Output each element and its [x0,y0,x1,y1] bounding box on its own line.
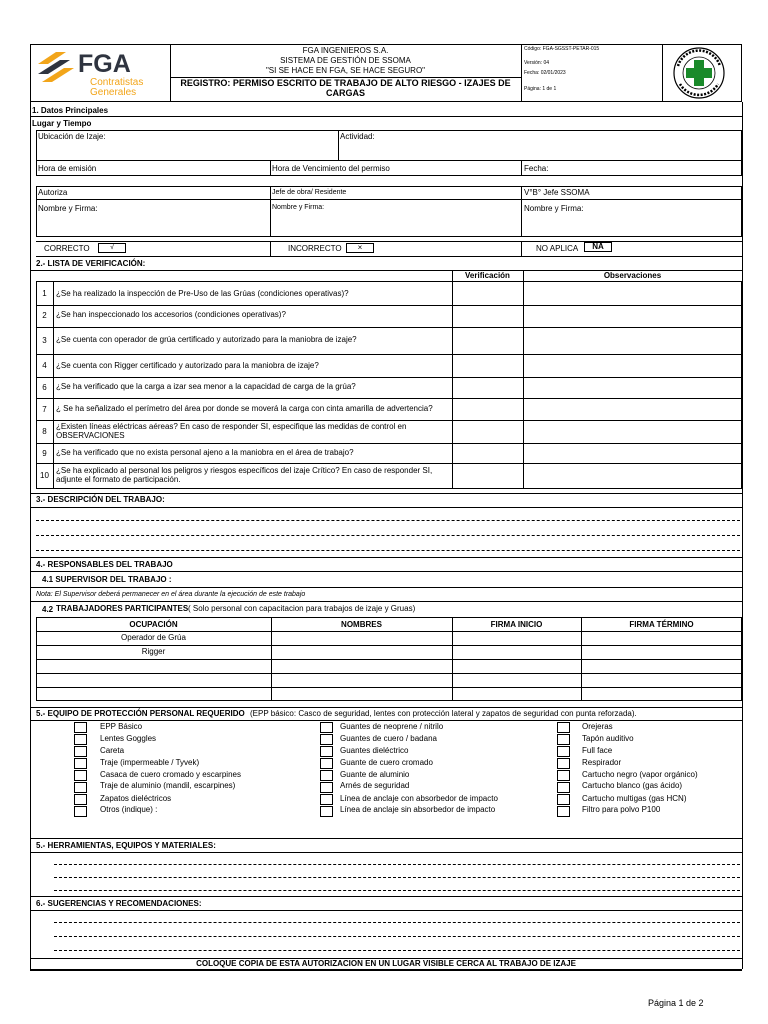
nombre-firma-3[interactable]: Nombre y Firma: [524,204,584,213]
section-3-title: 3.- DESCRIPCIÓN DEL TRABAJO: [36,495,165,504]
company-name: FGA INGENIEROS S.A. [302,46,389,55]
sugerencias-line[interactable] [54,950,740,951]
check-mark-icon: √ [110,244,114,251]
epp-checkbox[interactable] [74,734,87,745]
vb-ssoma-label: V°B° Jefe SSOMA [524,188,590,197]
footer-note: COLOQUE COPIA DE ESTA AUTORIZACION EN UN LUGAR VISIBLE CERCA AL TRABAJO DE IZAJE [196,959,576,968]
legend-no-aplica: NO APLICA [536,244,579,253]
herramientas-line[interactable] [54,864,740,865]
nombre-firma-2[interactable]: Nombre y Firma: [272,204,325,211]
actividad-field[interactable]: Actividad: [340,132,375,141]
ssoma-seal [666,46,732,100]
lugar-tiempo-label: Lugar y Tiempo [32,119,92,128]
descripcion-line[interactable] [36,535,740,536]
epp-checkbox[interactable] [320,722,333,733]
epp-checkbox[interactable] [320,770,333,781]
fecha-field[interactable]: Fecha: [524,164,549,173]
epp-checkbox[interactable] [320,758,333,769]
page-number: Página 1 de 2 [648,998,704,1008]
slogan: "SI SE HACE EN FGA, SE HACE SEGURO" [265,66,426,75]
nombre-firma-1[interactable]: Nombre y Firma: [38,204,98,213]
epp-checkbox[interactable] [557,758,570,769]
form-title: REGISTRO: PERMISO ESCRITO DE TRABAJO DE ALTO RIESGO - IZAJES DE CARGAS [180,78,511,98]
epp-checkbox[interactable] [557,806,570,817]
sugerencias-title: 6.- SUGERENCIAS Y RECOMENDACIONES: [36,899,202,908]
logo-sub1: Contratistas [90,77,144,88]
section-1-title: 1. Datos Principales [32,106,109,115]
legend-incorrecto: INCORRECTO [288,244,342,253]
col-firma-termino: FIRMA TÉRMINO [629,620,694,629]
epp-checkbox[interactable] [74,770,87,781]
col-observaciones: Observaciones [603,271,662,280]
system-name: SISTEMA DE GESTIÓN DE SSOMA [280,56,411,65]
autoriza-frame [36,186,742,237]
sugerencias-line[interactable] [54,936,740,937]
safety-cross-seal-icon [666,46,732,100]
epp-checkbox[interactable] [557,770,570,781]
section-4-title: 4.- RESPONSABLES DEL TRABAJO [36,560,173,569]
section-5-title: 5.- EQUIPO DE PROTECCIÓN PERSONAL REQUERIDO [36,709,245,718]
epp-checkbox[interactable] [557,794,570,805]
epp-checkbox[interactable] [74,746,87,757]
epp-checkbox[interactable] [320,746,333,757]
herramientas-line[interactable] [54,877,740,878]
epp-checkbox[interactable] [557,746,570,757]
supervisor-note: Nota: El Supervisor deberá permanecer en el área durante la ejecución de este trabajo [36,591,306,598]
epp-checkbox[interactable] [320,794,333,805]
descripcion-line[interactable] [36,520,740,521]
epp-checkbox[interactable] [74,758,87,769]
epp-checkbox[interactable] [320,806,333,817]
descripcion-line[interactable] [36,550,740,551]
na-mark: NA [592,242,604,251]
epp-checkbox[interactable] [74,722,87,733]
hora-emision-field[interactable]: Hora de emisión [38,164,97,173]
col-firma-inicio: FIRMA INICIO [490,620,543,629]
epp-checkbox[interactable] [74,806,87,817]
supervisor-label: 4.1 SUPERVISOR DEL TRABAJO : [42,575,172,584]
col-ocupacion: OCUPACIÓN [129,620,178,629]
autoriza-label: Autoriza [38,188,68,197]
epp-note: (EPP básico: Casco de seguridad, lentes con protección lateral y zapatos de seguridad con punta reforzada). [250,709,637,718]
col-nombres: NOMBRES [341,620,382,629]
trabajadores-num: 4.2 [42,605,54,614]
epp-checkbox[interactable] [74,782,87,793]
hora-vencimiento-field[interactable]: Hora de Vencimiento del permiso [272,164,390,173]
epp-checkbox[interactable] [74,794,87,805]
section-2-title: 2.- LISTA DE VERIFICACIÓN: [36,259,146,268]
epp-checkbox[interactable] [557,734,570,745]
ubicacion-field[interactable]: Ubicación de Izaje: [38,132,106,141]
trabajadores-title: TRABAJADORES PARTICIPANTES [56,604,189,613]
trabajadores-note: ( Solo personal con capacitacion para trabajos de izaje y Gruas) [188,604,416,613]
logo-mark-icon [36,50,76,84]
legend-correcto: CORRECTO [44,244,90,253]
epp-checkbox[interactable] [320,782,333,793]
col-verificacion: Verificación [465,271,510,280]
fga-logo [36,48,164,98]
logo-text: FGA [78,50,131,78]
sugerencias-line[interactable] [54,922,740,923]
jefe-obra-label: Jefe de obra/ Residente [272,189,347,196]
cross-mark-icon: × [357,243,363,252]
herramientas-line[interactable] [54,890,740,891]
epp-checkbox[interactable] [557,782,570,793]
epp-checkbox[interactable] [557,722,570,733]
epp-checkbox[interactable] [320,734,333,745]
table-row: Operador de Grúa [121,633,186,642]
table-row: Rigger [141,647,166,656]
logo-sub2: Generales [90,87,137,98]
herramientas-title: 5.- HERRAMIENTAS, EQUIPOS Y MATERIALES: [36,841,216,850]
